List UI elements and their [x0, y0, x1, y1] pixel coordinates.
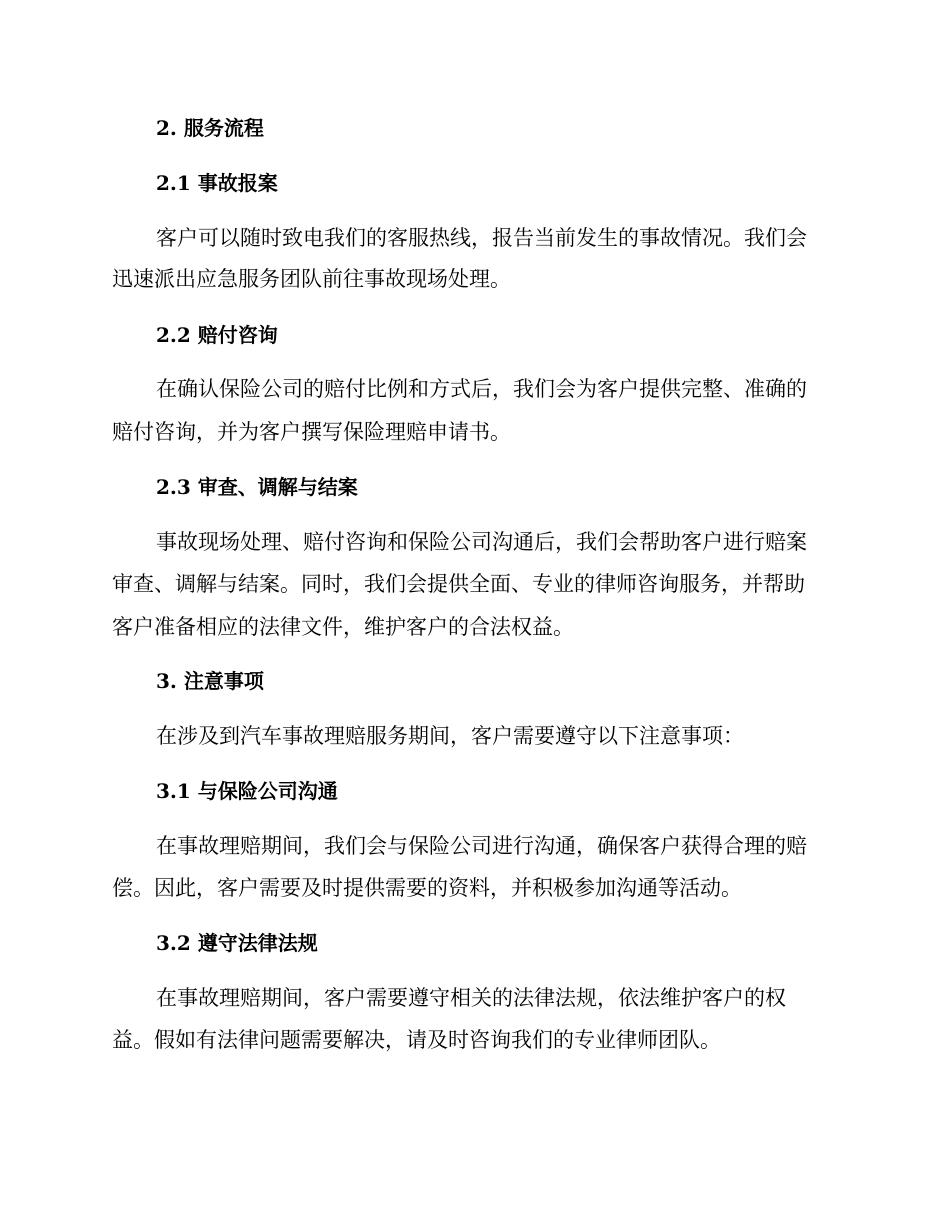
subsection-heading-insurer-communication: 3.1 与保险公司沟通: [156, 779, 338, 803]
paragraph-line: 审查、调解与结案。同时，我们会提供全面、专业的律师咨询服务，并帮助: [112, 572, 805, 596]
subsection-heading-review-mediation: 2.3 审查、调解与结案: [156, 475, 358, 499]
paragraph-line: 偿。因此，客户需要及时提供需要的资料，并积极参加沟通等活动。: [112, 876, 742, 900]
paragraph-line: 事故现场处理、赔付咨询和保险公司沟通后，我们会帮助客户进行赔案: [156, 530, 807, 554]
paragraph-line: 在确认保险公司的赔付比例和方式后，我们会为客户提供完整、准确的: [156, 377, 807, 401]
subsection-heading-claim-consulting: 2.2 赔付咨询: [156, 323, 278, 347]
paragraph-line: 在事故理赔期间，客户需要遵守相关的法律法规，依法维护客户的权: [156, 986, 786, 1010]
paragraph-line: 客户可以随时致电我们的客服热线，报告当前发生的事故情况。我们会: [156, 226, 807, 250]
paragraph-line: 赔付咨询，并为客户撰写保险理赔申请书。: [112, 420, 511, 444]
paragraph-line: 在涉及到汽车事故理赔服务期间，客户需要遵守以下注意事项：: [156, 724, 744, 748]
subsection-heading-accident-report: 2.1 事故报案: [156, 171, 278, 195]
paragraph-line: 益。假如有法律问题需要解决，请及时咨询我们的专业律师团队。: [112, 1028, 721, 1052]
section-heading-notes: 3. 注意事项: [156, 669, 264, 693]
subsection-heading-legal-compliance: 3.2 遵守法律法规: [156, 931, 318, 955]
paragraph-line: 在事故理赔期间，我们会与保险公司进行沟通，确保客户获得合理的赔: [156, 834, 807, 858]
paragraph-line: 客户准备相应的法律文件，维护客户的合法权益。: [112, 615, 574, 639]
paragraph-line: 迅速派出应急服务团队前往事故现场处理。: [112, 267, 511, 291]
section-heading-service-process: 2. 服务流程: [156, 116, 264, 140]
